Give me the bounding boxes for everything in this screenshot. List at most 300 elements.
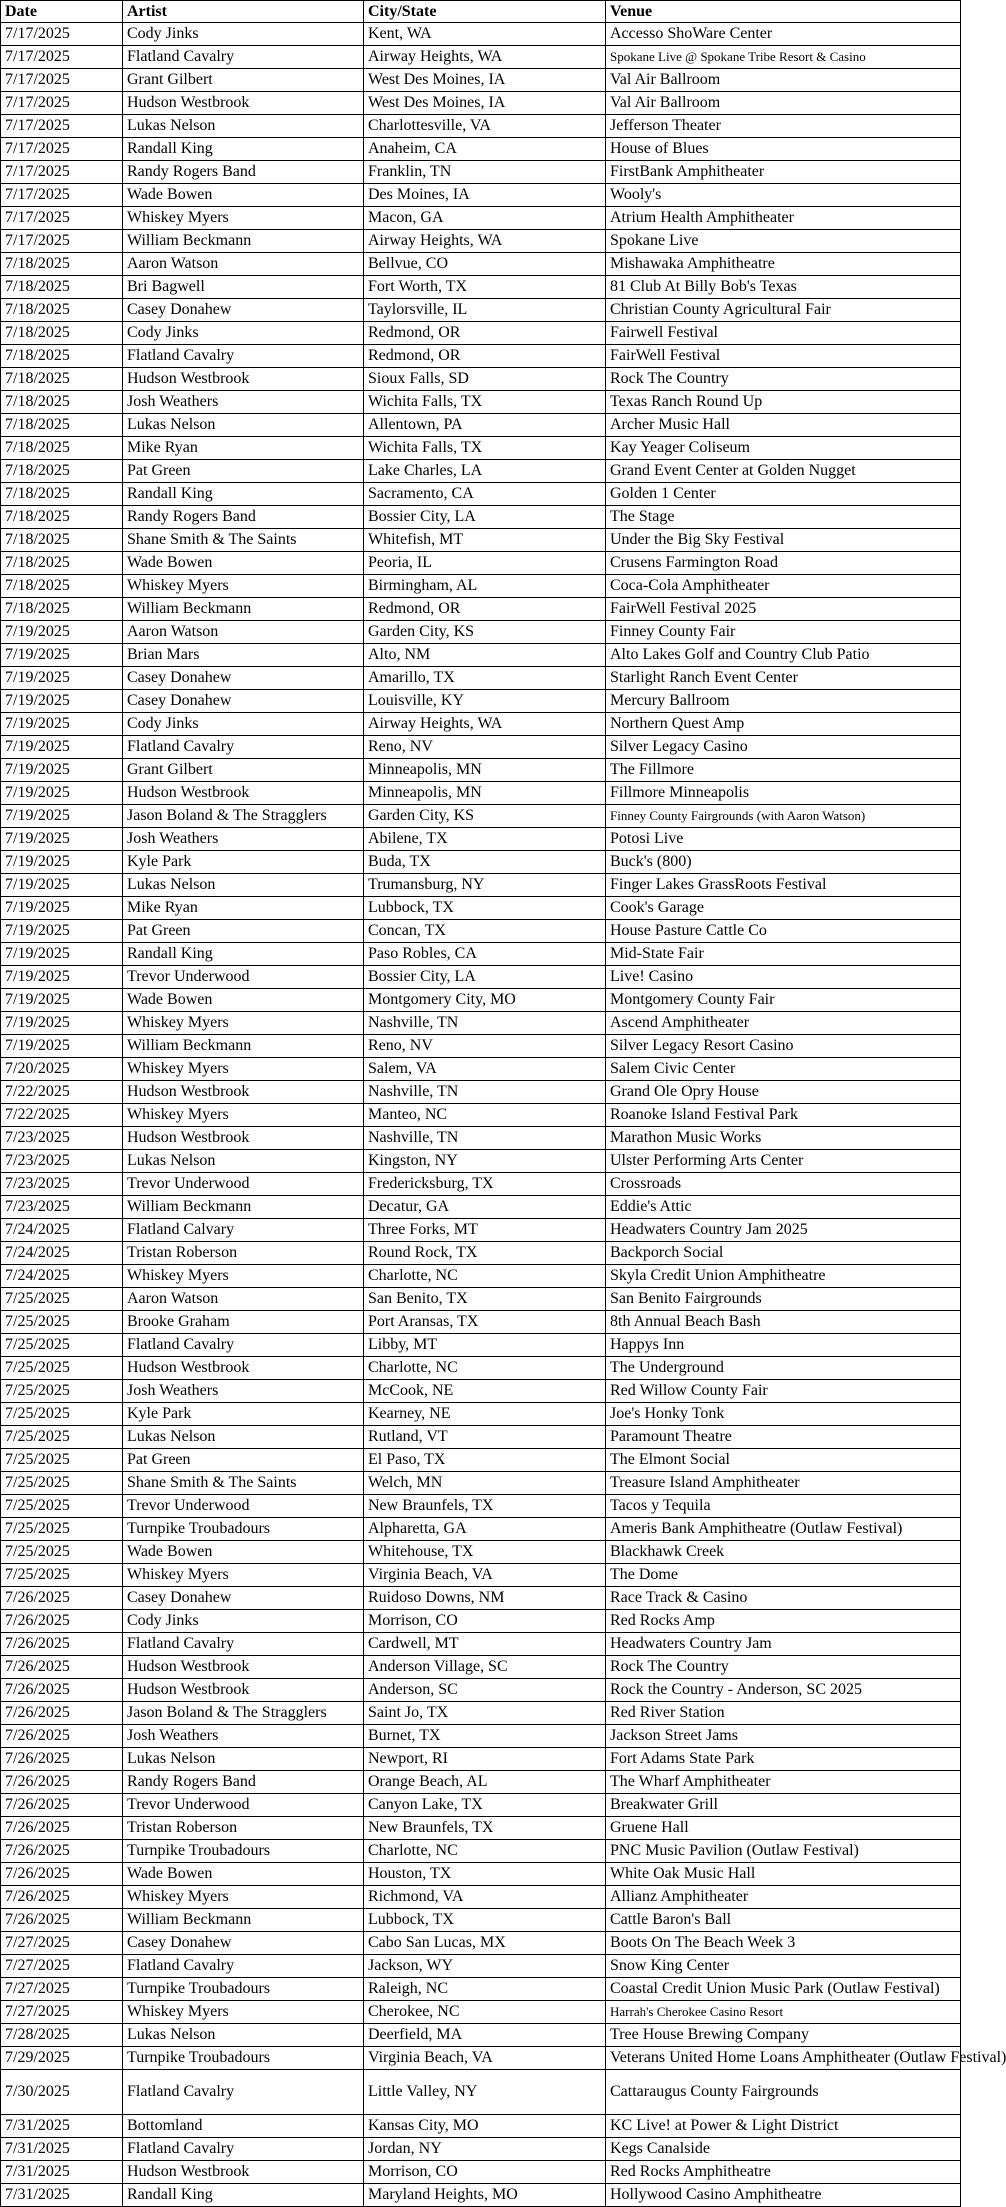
date-cell: 7/24/2025 — [1, 1219, 123, 1242]
table-row — [1, 1863, 961, 1886]
venue-cell: Fillmore Minneapolis — [606, 782, 961, 805]
table-row — [1, 1357, 961, 1380]
header-date: Date — [1, 1, 123, 23]
table-row — [1, 1219, 961, 1242]
date-cell: 7/31/2025 — [1, 2184, 123, 2207]
artist-cell: Aaron Watson — [123, 1288, 364, 1311]
table-row — [1, 414, 961, 437]
city-state-cell: West Des Moines, IA — [364, 92, 606, 115]
artist-cell: Trevor Underwood — [123, 1495, 364, 1518]
date-cell: 7/24/2025 — [1, 1265, 123, 1288]
venue-cell: FairWell Festival — [606, 345, 961, 368]
venue-cell: Wooly's — [606, 184, 961, 207]
date-cell: 7/25/2025 — [1, 1311, 123, 1334]
city-state-cell: Airway Heights, WA — [364, 230, 606, 253]
artist-cell: William Beckmann — [123, 1035, 364, 1058]
table-row — [1, 1449, 961, 1472]
artist-cell: Turnpike Troubadours — [123, 2047, 364, 2070]
date-cell: 7/19/2025 — [1, 897, 123, 920]
date-cell: 7/17/2025 — [1, 161, 123, 184]
artist-cell: William Beckmann — [123, 1909, 364, 1932]
date-cell: 7/26/2025 — [1, 1909, 123, 1932]
artist-cell: Casey Donahew — [123, 299, 364, 322]
artist-cell: Whiskey Myers — [123, 207, 364, 230]
artist-cell: Whiskey Myers — [123, 1265, 364, 1288]
city-state-cell: Bellvue, CO — [364, 253, 606, 276]
city-state-cell: Sacramento, CA — [364, 483, 606, 506]
artist-cell: William Beckmann — [123, 598, 364, 621]
city-state-cell: Reno, NV — [364, 1035, 606, 1058]
artist-cell: Lukas Nelson — [123, 115, 364, 138]
table-row — [1, 1955, 961, 1978]
city-state-cell: Airway Heights, WA — [364, 713, 606, 736]
venue-cell: Silver Legacy Casino — [606, 736, 961, 759]
city-state-cell: Abilene, TX — [364, 828, 606, 851]
date-cell: 7/23/2025 — [1, 1127, 123, 1150]
artist-cell: Grant Gilbert — [123, 759, 364, 782]
table-body — [1, 23, 1006, 2207]
venue-cell: Mercury Ballroom — [606, 690, 961, 713]
venue-cell: Buck's (800) — [606, 851, 961, 874]
venue-cell: KC Live! at Power & Light District — [606, 2115, 961, 2138]
date-cell: 7/22/2025 — [1, 1081, 123, 1104]
city-state-cell: Allentown, PA — [364, 414, 606, 437]
city-state-cell: Virginia Beach, VA — [364, 2047, 606, 2070]
city-state-cell: Jackson, WY — [364, 1955, 606, 1978]
table-row — [1, 828, 961, 851]
city-state-cell: Franklin, TN — [364, 161, 606, 184]
table-row — [1, 1173, 961, 1196]
venue-cell: Red Rocks Amphitheatre — [606, 2161, 961, 2184]
date-cell: 7/22/2025 — [1, 1104, 123, 1127]
venue-cell: Snow King Center — [606, 1955, 961, 1978]
venue-cell: Treasure Island Amphitheater — [606, 1472, 961, 1495]
artist-cell: Lukas Nelson — [123, 1748, 364, 1771]
date-cell: 7/27/2025 — [1, 2001, 123, 2024]
table-row — [1, 713, 961, 736]
date-cell: 7/17/2025 — [1, 23, 123, 46]
venue-cell: Golden 1 Center — [606, 483, 961, 506]
table-row — [1, 23, 961, 46]
date-cell: 7/25/2025 — [1, 1403, 123, 1426]
table-row — [1, 782, 961, 805]
venue-cell: Red Rocks Amp — [606, 1610, 961, 1633]
table-row — [1, 1886, 961, 1909]
table-row — [1, 552, 961, 575]
table-row — [1, 1656, 961, 1679]
city-state-cell: Anderson, SC — [364, 1679, 606, 1702]
table-row — [1, 437, 961, 460]
table-row — [1, 1426, 961, 1449]
venue-cell: Jefferson Theater — [606, 115, 961, 138]
city-state-cell: Kent, WA — [364, 23, 606, 46]
table-row — [1, 920, 961, 943]
city-state-cell: Jordan, NY — [364, 2138, 606, 2161]
city-state-cell: Concan, TX — [364, 920, 606, 943]
city-state-cell: Minneapolis, MN — [364, 759, 606, 782]
venue-cell: Northern Quest Amp — [606, 713, 961, 736]
artist-cell: Whiskey Myers — [123, 1012, 364, 1035]
date-cell: 7/18/2025 — [1, 506, 123, 529]
table-row — [1, 368, 961, 391]
venue-cell: Paramount Theatre — [606, 1426, 961, 1449]
city-state-cell: Round Rock, TX — [364, 1242, 606, 1265]
venue-cell: The Wharf Amphitheater — [606, 1771, 961, 1794]
city-state-cell: Little Valley, NY — [364, 2070, 606, 2115]
table-row — [1, 943, 961, 966]
city-state-cell: Decatur, GA — [364, 1196, 606, 1219]
city-state-cell: Three Forks, MT — [364, 1219, 606, 1242]
venue-cell: Race Track & Casino — [606, 1587, 961, 1610]
artist-cell: Flatland Cavalry — [123, 345, 364, 368]
date-cell: 7/18/2025 — [1, 368, 123, 391]
date-cell: 7/26/2025 — [1, 1863, 123, 1886]
table-row — [1, 1035, 961, 1058]
table-row — [1, 621, 961, 644]
table-row — [1, 1334, 961, 1357]
date-cell: 7/18/2025 — [1, 299, 123, 322]
venue-cell: Finger Lakes GrassRoots Festival — [606, 874, 961, 897]
venue-cell: Harrah's Cherokee Casino Resort — [606, 2001, 961, 2024]
date-cell: 7/27/2025 — [1, 1955, 123, 1978]
city-state-cell: Reno, NV — [364, 736, 606, 759]
venue-cell: The Elmont Social — [606, 1449, 961, 1472]
table-row — [1, 1840, 961, 1863]
city-state-cell: Amarillo, TX — [364, 667, 606, 690]
city-state-cell: Alto, NM — [364, 644, 606, 667]
artist-cell: Bottomland — [123, 2115, 364, 2138]
date-cell: 7/18/2025 — [1, 437, 123, 460]
city-state-cell: Morrison, CO — [364, 1610, 606, 1633]
venue-cell: Roanoke Island Festival Park — [606, 1104, 961, 1127]
venue-cell: Headwaters Country Jam — [606, 1633, 961, 1656]
city-state-cell: Taylorsville, IL — [364, 299, 606, 322]
date-cell: 7/29/2025 — [1, 2047, 123, 2070]
date-cell: 7/19/2025 — [1, 828, 123, 851]
table-row — [1, 2001, 961, 2024]
header-venue: Venue — [606, 1, 961, 23]
artist-cell: Kyle Park — [123, 851, 364, 874]
city-state-cell: Whitehouse, TX — [364, 1541, 606, 1564]
city-state-cell: San Benito, TX — [364, 1288, 606, 1311]
table-row — [1, 138, 961, 161]
venue-cell: 8th Annual Beach Bash — [606, 1311, 961, 1334]
artist-cell: Bri Bagwell — [123, 276, 364, 299]
table-row — [1, 2047, 961, 2070]
venue-cell: Silver Legacy Resort Casino — [606, 1035, 961, 1058]
venue-cell: Blackhawk Creek — [606, 1541, 961, 1564]
city-state-cell: Lake Charles, LA — [364, 460, 606, 483]
city-state-cell: Houston, TX — [364, 1863, 606, 1886]
date-cell: 7/23/2025 — [1, 1150, 123, 1173]
venue-cell: Skyla Credit Union Amphitheatre — [606, 1265, 961, 1288]
venue-cell: Hollywood Casino Amphitheatre — [606, 2184, 961, 2207]
table-row — [1, 1564, 961, 1587]
date-cell: 7/31/2025 — [1, 2138, 123, 2161]
table-row — [1, 759, 961, 782]
table-row — [1, 1909, 961, 1932]
city-state-cell: Cabo San Lucas, MX — [364, 1932, 606, 1955]
artist-cell: Grant Gilbert — [123, 69, 364, 92]
city-state-cell: Des Moines, IA — [364, 184, 606, 207]
artist-cell: Randall King — [123, 483, 364, 506]
city-state-cell: Manteo, NC — [364, 1104, 606, 1127]
table-row — [1, 805, 961, 828]
table-row — [1, 1104, 961, 1127]
date-cell: 7/18/2025 — [1, 575, 123, 598]
venue-cell: Spokane Live — [606, 230, 961, 253]
city-state-cell: Paso Robles, CA — [364, 943, 606, 966]
date-cell: 7/18/2025 — [1, 460, 123, 483]
city-state-cell: Burnet, TX — [364, 1725, 606, 1748]
artist-cell: Trevor Underwood — [123, 966, 364, 989]
artist-cell: Jason Boland & The Stragglers — [123, 1702, 364, 1725]
artist-cell: Hudson Westbrook — [123, 368, 364, 391]
date-cell: 7/18/2025 — [1, 529, 123, 552]
venue-cell: Live! Casino — [606, 966, 961, 989]
date-cell: 7/26/2025 — [1, 1794, 123, 1817]
artist-cell: Randy Rogers Band — [123, 1771, 364, 1794]
date-cell: 7/25/2025 — [1, 1426, 123, 1449]
venue-cell: Breakwater Grill — [606, 1794, 961, 1817]
date-cell: 7/19/2025 — [1, 736, 123, 759]
artist-cell: Brooke Graham — [123, 1311, 364, 1334]
venue-cell: Kegs Canalside — [606, 2138, 961, 2161]
table-row — [1, 1403, 961, 1426]
artist-cell: Whiskey Myers — [123, 575, 364, 598]
table-row — [1, 529, 961, 552]
venue-cell: Salem Civic Center — [606, 1058, 961, 1081]
artist-cell: Cody Jinks — [123, 713, 364, 736]
venue-cell: Montgomery County Fair — [606, 989, 961, 1012]
artist-cell: Randy Rogers Band — [123, 506, 364, 529]
venue-cell: Fairwell Festival — [606, 322, 961, 345]
date-cell: 7/26/2025 — [1, 1656, 123, 1679]
city-state-cell: Port Aransas, TX — [364, 1311, 606, 1334]
venue-cell: Joe's Honky Tonk — [606, 1403, 961, 1426]
city-state-cell: Raleigh, NC — [364, 1978, 606, 2001]
venue-cell: Crossroads — [606, 1173, 961, 1196]
venue-cell: Veterans United Home Loans Amphitheater (Outlaw Festival) — [606, 2047, 961, 2070]
table-row — [1, 1587, 961, 1610]
header-row — [1, 1, 961, 23]
city-state-cell: Wichita Falls, TX — [364, 391, 606, 414]
city-state-cell: Cardwell, MT — [364, 1633, 606, 1656]
artist-cell: Kyle Park — [123, 1403, 364, 1426]
city-state-cell: Garden City, KS — [364, 621, 606, 644]
table-row — [1, 1633, 961, 1656]
date-cell: 7/23/2025 — [1, 1196, 123, 1219]
date-cell: 7/18/2025 — [1, 276, 123, 299]
venue-cell: FairWell Festival 2025 — [606, 598, 961, 621]
venue-cell: Jackson Street Jams — [606, 1725, 961, 1748]
artist-cell: Randall King — [123, 2184, 364, 2207]
venue-cell: San Benito Fairgrounds — [606, 1288, 961, 1311]
table-row — [1, 851, 961, 874]
table-row — [1, 506, 961, 529]
table-row — [1, 1127, 961, 1150]
artist-cell: Josh Weathers — [123, 1725, 364, 1748]
artist-cell: Hudson Westbrook — [123, 1127, 364, 1150]
venue-cell: Archer Music Hall — [606, 414, 961, 437]
artist-cell: Cody Jinks — [123, 322, 364, 345]
artist-cell: Wade Bowen — [123, 1863, 364, 1886]
artist-cell: Randall King — [123, 138, 364, 161]
venue-cell: Ulster Performing Arts Center — [606, 1150, 961, 1173]
date-cell: 7/25/2025 — [1, 1495, 123, 1518]
date-cell: 7/25/2025 — [1, 1334, 123, 1357]
date-cell: 7/18/2025 — [1, 345, 123, 368]
date-cell: 7/26/2025 — [1, 1886, 123, 1909]
date-cell: 7/18/2025 — [1, 483, 123, 506]
table-row — [1, 1495, 961, 1518]
venue-cell: Spokane Live @ Spokane Tribe Resort & Casino — [606, 46, 961, 69]
table-row — [1, 1725, 961, 1748]
artist-cell: Hudson Westbrook — [123, 1679, 364, 1702]
table-row — [1, 966, 961, 989]
venue-cell: Atrium Health Amphitheater — [606, 207, 961, 230]
artist-cell: Mike Ryan — [123, 897, 364, 920]
table-row — [1, 322, 961, 345]
date-cell: 7/26/2025 — [1, 1817, 123, 1840]
city-state-cell: Libby, MT — [364, 1334, 606, 1357]
city-state-cell: Orange Beach, AL — [364, 1771, 606, 1794]
table-row — [1, 736, 961, 759]
venue-cell: Alto Lakes Golf and Country Club Patio — [606, 644, 961, 667]
date-cell: 7/19/2025 — [1, 621, 123, 644]
table-row — [1, 69, 961, 92]
venue-cell: Grand Event Center at Golden Nugget — [606, 460, 961, 483]
artist-cell: Lukas Nelson — [123, 874, 364, 897]
date-cell: 7/30/2025 — [1, 2070, 123, 2115]
artist-cell: Aaron Watson — [123, 621, 364, 644]
date-cell: 7/27/2025 — [1, 1932, 123, 1955]
artist-cell: Tristan Roberson — [123, 1242, 364, 1265]
city-state-cell: Anaheim, CA — [364, 138, 606, 161]
table-row — [1, 2184, 961, 2207]
artist-cell: Flatland Cavalry — [123, 46, 364, 69]
city-state-cell: Louisville, KY — [364, 690, 606, 713]
city-state-cell: Minneapolis, MN — [364, 782, 606, 805]
city-state-cell: Montgomery City, MO — [364, 989, 606, 1012]
date-cell: 7/18/2025 — [1, 322, 123, 345]
venue-cell: Eddie's Attic — [606, 1196, 961, 1219]
venue-cell: Mid-State Fair — [606, 943, 961, 966]
table-row — [1, 184, 961, 207]
table-row — [1, 1932, 961, 1955]
table-row — [1, 897, 961, 920]
artist-cell: Whiskey Myers — [123, 1058, 364, 1081]
table-row — [1, 575, 961, 598]
date-cell: 7/19/2025 — [1, 943, 123, 966]
venue-cell: Fort Adams State Park — [606, 1748, 961, 1771]
date-cell: 7/19/2025 — [1, 759, 123, 782]
city-state-cell: Charlotte, NC — [364, 1265, 606, 1288]
table-row — [1, 690, 961, 713]
artist-cell: Wade Bowen — [123, 1541, 364, 1564]
date-cell: 7/19/2025 — [1, 920, 123, 943]
artist-cell: Hudson Westbrook — [123, 1081, 364, 1104]
city-state-cell: Charlotte, NC — [364, 1357, 606, 1380]
artist-cell: Trevor Underwood — [123, 1173, 364, 1196]
artist-cell: Tristan Roberson — [123, 1817, 364, 1840]
city-state-cell: Morrison, CO — [364, 2161, 606, 2184]
city-state-cell: Richmond, VA — [364, 1886, 606, 1909]
city-state-cell: West Des Moines, IA — [364, 69, 606, 92]
table-row — [1, 115, 961, 138]
city-state-cell: Rutland, VT — [364, 1426, 606, 1449]
city-state-cell: Trumansburg, NY — [364, 874, 606, 897]
city-state-cell: New Braunfels, TX — [364, 1817, 606, 1840]
venue-cell: Christian County Agricultural Fair — [606, 299, 961, 322]
venue-cell: Val Air Ballroom — [606, 92, 961, 115]
venue-cell: Ascend Amphitheater — [606, 1012, 961, 1035]
venue-cell: Rock the Country - Anderson, SC 2025 — [606, 1679, 961, 1702]
artist-cell: Shane Smith & The Saints — [123, 1472, 364, 1495]
table-row — [1, 1196, 961, 1219]
artist-cell: Jason Boland & The Stragglers — [123, 805, 364, 828]
city-state-cell: Saint Jo, TX — [364, 1702, 606, 1725]
table-row — [1, 391, 961, 414]
table-row — [1, 1242, 961, 1265]
date-cell: 7/18/2025 — [1, 253, 123, 276]
table-row — [1, 2138, 961, 2161]
date-cell: 7/17/2025 — [1, 69, 123, 92]
venue-cell: Cook's Garage — [606, 897, 961, 920]
venue-cell: Rock The Country — [606, 1656, 961, 1679]
artist-cell: Hudson Westbrook — [123, 92, 364, 115]
city-state-cell: El Paso, TX — [364, 1449, 606, 1472]
table-row — [1, 989, 961, 1012]
venue-cell: Coca-Cola Amphitheater — [606, 575, 961, 598]
table-row — [1, 1748, 961, 1771]
table-row — [1, 1817, 961, 1840]
city-state-cell: Charlottesville, VA — [364, 115, 606, 138]
table-row — [1, 1058, 961, 1081]
date-cell: 7/19/2025 — [1, 989, 123, 1012]
table-row — [1, 460, 961, 483]
city-state-cell: Birmingham, AL — [364, 575, 606, 598]
table-row — [1, 230, 961, 253]
date-cell: 7/18/2025 — [1, 552, 123, 575]
artist-cell: Trevor Underwood — [123, 1794, 364, 1817]
table-row — [1, 483, 961, 506]
venue-cell: Grand Ole Opry House — [606, 1081, 961, 1104]
venue-cell: Under the Big Sky Festival — [606, 529, 961, 552]
table-row — [1, 1679, 961, 1702]
date-cell: 7/20/2025 — [1, 1058, 123, 1081]
table-row — [1, 1265, 961, 1288]
table-row — [1, 1150, 961, 1173]
artist-cell: Casey Donahew — [123, 690, 364, 713]
artist-cell: Shane Smith & The Saints — [123, 529, 364, 552]
date-cell: 7/19/2025 — [1, 1035, 123, 1058]
table-row — [1, 161, 961, 184]
venue-cell: Boots On The Beach Week 3 — [606, 1932, 961, 1955]
date-cell: 7/17/2025 — [1, 92, 123, 115]
date-cell: 7/17/2025 — [1, 138, 123, 161]
date-cell: 7/26/2025 — [1, 1748, 123, 1771]
date-cell: 7/19/2025 — [1, 874, 123, 897]
artist-cell: Aaron Watson — [123, 253, 364, 276]
date-cell: 7/26/2025 — [1, 1610, 123, 1633]
city-state-cell: Virginia Beach, VA — [364, 1564, 606, 1587]
city-state-cell: Nashville, TN — [364, 1012, 606, 1035]
artist-cell: Randall King — [123, 943, 364, 966]
artist-cell: Turnpike Troubadours — [123, 1978, 364, 2001]
table-row — [1, 667, 961, 690]
venue-cell: House of Blues — [606, 138, 961, 161]
